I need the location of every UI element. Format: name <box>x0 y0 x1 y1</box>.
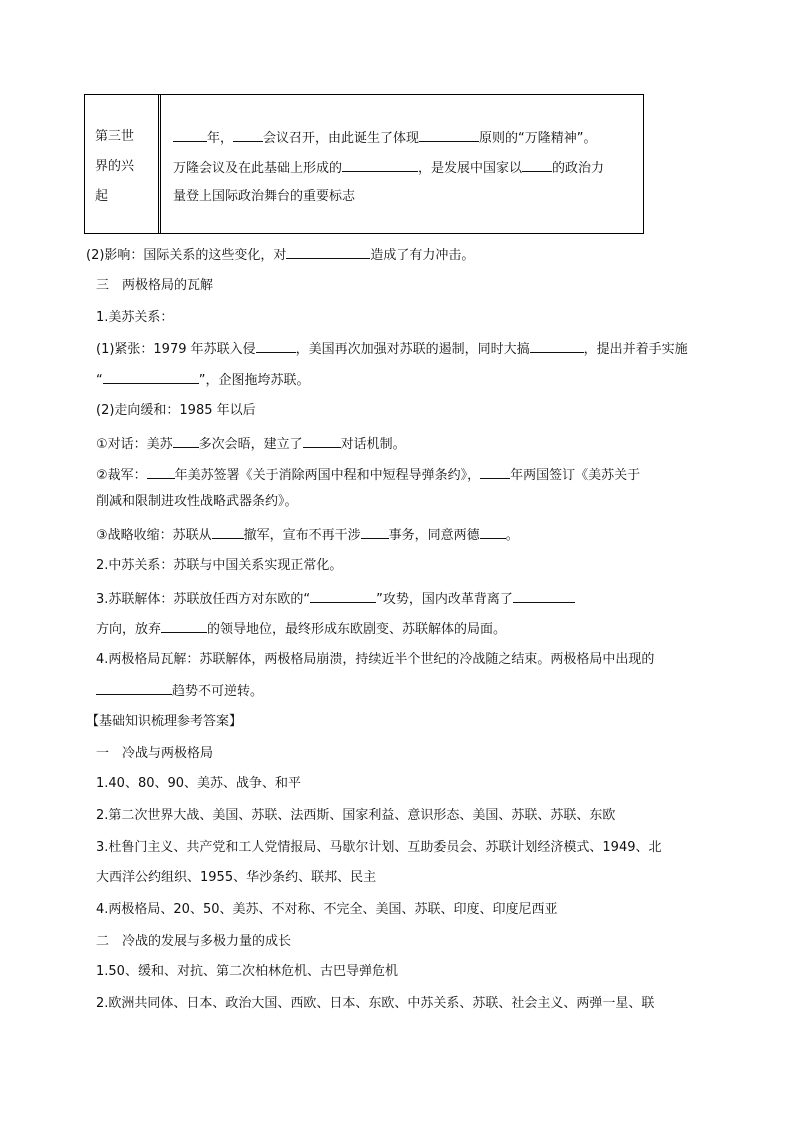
text: 事务，同意两德 <box>388 528 480 543</box>
text: ”攻势，国内改革背离了 <box>376 592 513 607</box>
blank <box>256 340 296 353</box>
paragraph: (2)走向缓和：1985 年以后 <box>96 403 256 418</box>
blank <box>233 129 263 142</box>
table-label-line: 界的兴 <box>95 159 135 174</box>
blank <box>530 340 584 353</box>
blank <box>522 159 552 172</box>
blank <box>342 159 418 172</box>
text: 对话机制。 <box>340 437 406 452</box>
text: (1)紧张：1979 年苏联入侵 <box>96 342 256 357</box>
paragraph <box>96 340 688 357</box>
text: 原则的“万隆精神”。 <box>479 131 597 146</box>
section-heading: 二 冷战的发展与多极力量的成长 <box>96 934 292 949</box>
text: 年美苏签署《关于消除两国中程和中短程导弹条约》， <box>174 468 481 483</box>
text: 方向，放弃 <box>96 622 162 637</box>
section-heading: 三 两极格局的瓦解 <box>96 278 214 293</box>
text: 的政治力 <box>552 161 605 176</box>
table-label-cell <box>85 95 161 233</box>
blank <box>419 129 479 142</box>
blank <box>361 526 389 539</box>
topic-table <box>84 94 644 234</box>
text: 年， <box>207 131 234 146</box>
text: ②裁军： <box>96 468 147 483</box>
blank <box>480 526 506 539</box>
answer-line: 1.50、缓和、对抗、第二次柏林危机、古巴导弹危机 <box>96 964 398 979</box>
table-label-line: 起 <box>95 189 109 204</box>
text: 的领导地位，最终形成东欧剧变、苏联解体的局面。 <box>207 622 507 637</box>
table-line-1 <box>173 129 597 146</box>
text: 。 <box>505 528 519 543</box>
blank <box>161 620 207 633</box>
text: ，是发展中国家以 <box>418 161 523 176</box>
paragraph <box>96 620 506 637</box>
blank <box>303 435 341 448</box>
answer-line: 3.杜鲁门主义、共产党和工人党情报局、马歇尔计划、互助委员会、苏联计划经济模式、1949、北 <box>96 840 662 855</box>
paragraph <box>86 246 474 263</box>
answer-line: 2.第二次世界大战、美国、苏联、法西斯、国家利益、意识形态、美国、苏联、苏联、东欧 <box>96 808 616 823</box>
paragraph <box>96 371 310 388</box>
answer-line: 大西洋公约组织、1955、华沙条约、联邦、民主 <box>96 870 377 885</box>
paragraph <box>96 435 406 452</box>
subheading: 1.美苏关系： <box>96 310 174 325</box>
blank <box>310 590 376 603</box>
text: ，提出并着手实施 <box>583 342 688 357</box>
blank <box>173 129 207 142</box>
paragraph <box>96 466 640 483</box>
answer-heading: 【基础知识梳理参考答案】 <box>86 714 243 729</box>
blank <box>147 466 175 479</box>
paragraph: 4.两极格局瓦解：苏联解体，两极格局崩溃，持续近半个世纪的冷战随之结束。两极格局中出现的 <box>96 652 655 667</box>
text: “ <box>96 373 103 388</box>
answer-line: 1.40、80、90、美苏、战争、和平 <box>96 776 302 791</box>
paragraph <box>96 526 519 543</box>
paragraph: 削减和限制进攻性战略武器条约》。 <box>96 494 298 509</box>
blank <box>212 526 244 539</box>
text: 多次会晤，建立了 <box>198 437 303 452</box>
text: ”，企图拖垮苏联。 <box>198 373 310 388</box>
paragraph <box>96 590 575 607</box>
blank <box>513 590 575 603</box>
text: (2)影响：国际关系的这些变化，对 <box>86 248 287 263</box>
blank <box>96 682 172 695</box>
blank <box>173 435 199 448</box>
blank <box>103 371 199 384</box>
table-label-line: 第三世 <box>95 129 135 144</box>
text: 年两国签订《美苏关于 <box>510 468 641 483</box>
paragraph: 2.中苏关系：苏联与中国关系实现正常化。 <box>96 558 343 573</box>
section-heading: 一 冷战与两极格局 <box>96 746 214 761</box>
text: ，美国再次加强对苏联的遏制，同时大搞 <box>295 342 530 357</box>
table-line-2 <box>173 159 604 176</box>
text: ①对话：美苏 <box>96 437 173 452</box>
paragraph <box>96 682 263 699</box>
answer-line: 4.两极格局、20、50、美苏、不对称、不完全、美国、苏联、印度、印度尼西亚 <box>96 902 558 917</box>
blank <box>480 466 510 479</box>
blank <box>286 246 370 259</box>
table-content-cell <box>163 95 643 233</box>
text: 趋势不可逆转。 <box>172 684 264 699</box>
text: 会议召开，由此诞生了体现 <box>263 131 420 146</box>
text: 3.苏联解体：苏联放任西方对东欧的“ <box>96 592 311 607</box>
answer-line: 2.欧洲共同体、日本、政治大国、西欧、日本、东欧、中苏关系、苏联、社会主义、两弹一星、联 <box>96 996 655 1011</box>
text: ③战略收缩：苏联从 <box>96 528 212 543</box>
table-line-3: 量登上国际政治舞台的重要标志 <box>173 189 356 204</box>
text: 造成了有力冲击。 <box>370 248 475 263</box>
text: 撤军，宣布不再干涉 <box>243 528 361 543</box>
text: 万隆会议及在此基础上形成的 <box>173 161 343 176</box>
